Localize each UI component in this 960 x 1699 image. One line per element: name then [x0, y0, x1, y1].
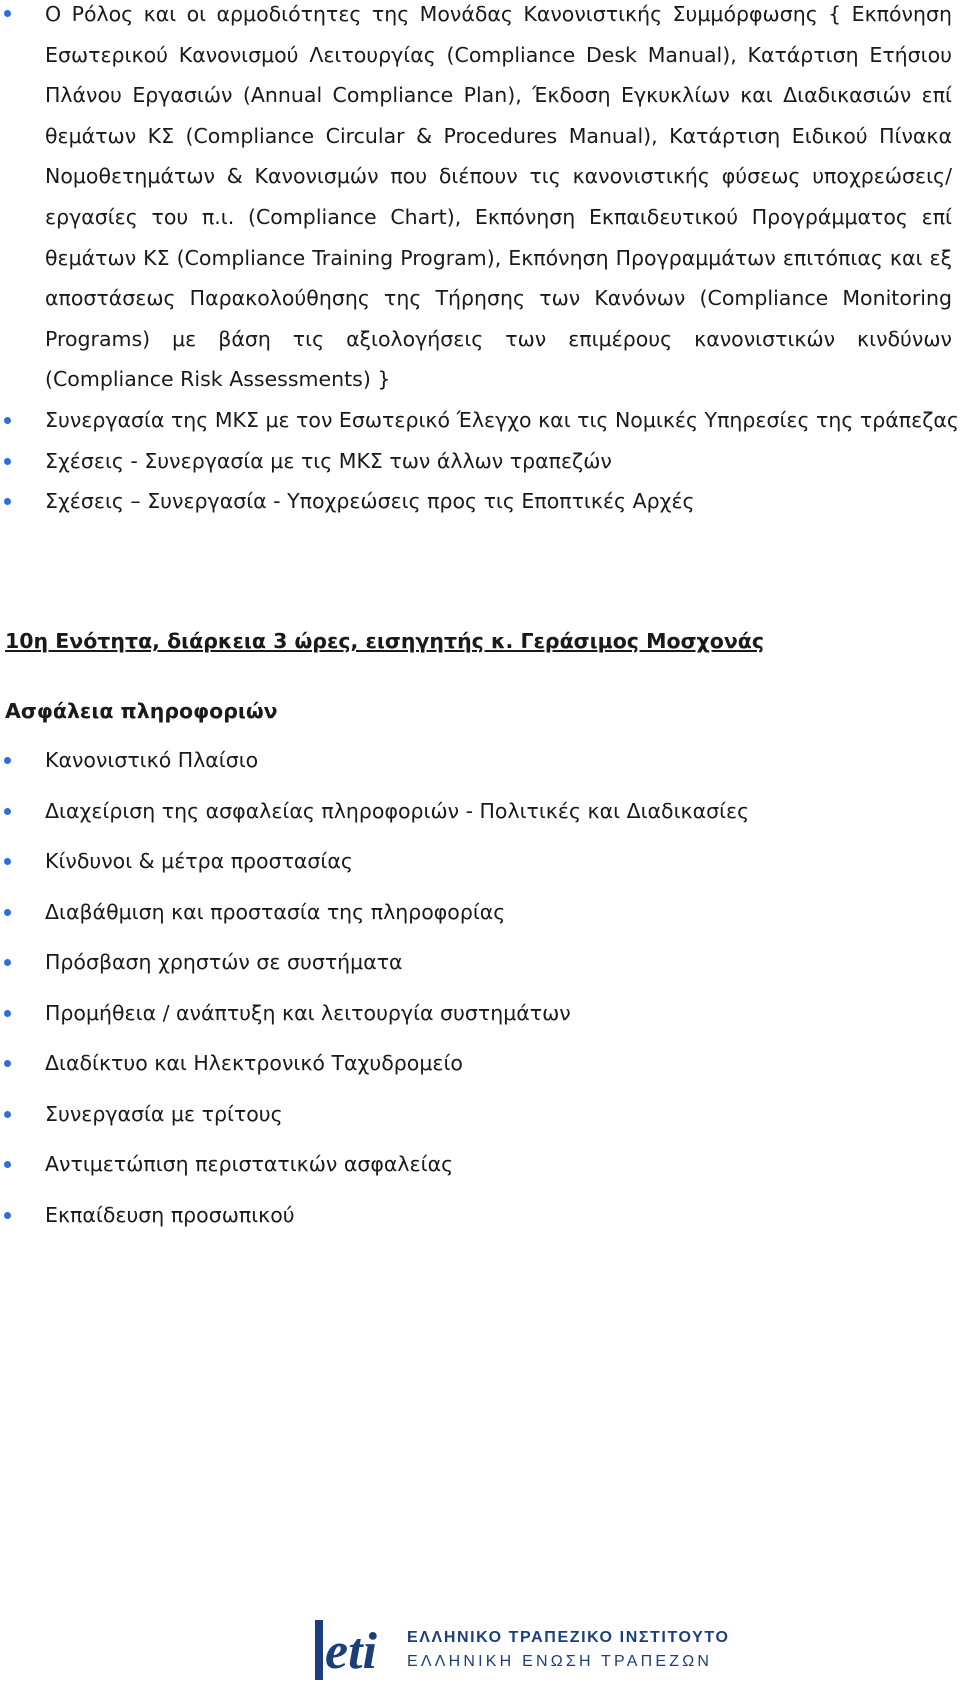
eti-logo-icon — [315, 1618, 399, 1682]
list-item — [0, 1099, 960, 1150]
bullet-icon — [4, 1161, 11, 1168]
bullet-icon — [4, 1111, 11, 1118]
list-item — [0, 998, 960, 1049]
list-item — [0, 947, 960, 998]
list-item — [0, 1149, 960, 1200]
list-item-text: Ο Ρόλος και οι αρμοδιότητες της Μονάδας Κανονιστικής Συμμόρφωσης { Εκπόνηση Εσωτερικού Κανονισμού Λειτουργίας (Compliance Desk Manual), Κατάρτιση Ετήσιου Πλάνου Εργασιών (Annual Compliance Plan), Έκδοση Εγκυκλίων και Διαδικασιών επί θεμάτων ΚΣ (Compliance Circular & Procedures Manual), Κατάρτιση Ειδικού Πίνακα Νομοθετημάτων & Κανονισμών που διέπουν τις κανονιστικής φύσεως υποχρεώσεις/ εργασίες του π.ι. (Compliance Chart), Εκπόνηση Εκπαιδευτικού Προγράμματος επί θεμάτων ΚΣ (Compliance Training Program), Εκπόνηση Προγραμμάτων επιτόπιας και εξ αποστάσεως Παρακολούθησης της Τήρησης των Κανόνων (Compliance Monitoring Programs) με βάση τις αξιολογήσεις των επιμέρους κανονιστικών κινδύνων (Compliance Risk Assessments) } — [45, 2, 952, 392]
list-item-text: Διαδίκτυο και Ηλεκτρονικό Ταχυδρομείο — [45, 1051, 463, 1075]
section-subheading: Ασφάλεια πληροφοριών — [5, 699, 278, 723]
bullet-icon — [4, 959, 11, 966]
list-item — [0, 897, 960, 948]
bullet-icon — [4, 1060, 11, 1067]
list-item-text: Αντιμετώπιση περιστατικών ασφαλείας — [45, 1152, 454, 1176]
bullet-icon — [4, 458, 11, 465]
list-item-text: Πρόσβαση χρηστών σε συστήματα — [45, 950, 403, 974]
list-item — [0, 1048, 960, 1099]
bullet-icon — [4, 808, 11, 815]
list-item-text: Κανονιστικό Πλαίσιο — [45, 748, 259, 772]
list-item-text: Σχέσεις – Συνεργασία - Υποχρεώσεις προς τις Εποπτικές Αρχές — [45, 489, 695, 514]
list-item-text: Διαβάθμιση και προστασία της πληροφορίας — [45, 899, 506, 924]
list-item — [0, 1200, 960, 1251]
list-item — [0, 481, 960, 522]
list-item-text: Συνεργασία της ΜΚΣ με τον Εσωτερικό Έλεγχο και τις Νομικές Υπηρεσίες της τράπεζας — [45, 407, 959, 432]
list-item — [0, 400, 960, 441]
top-bullet-list — [0, 0, 960, 522]
bullet-icon — [4, 417, 11, 424]
list-item-text: Εκπαίδευση προσωπικού — [45, 1202, 295, 1227]
logo-title: ΕΛΛΗΝΙΚΟ ΤΡΑΠΕΖΙΚΟ ΙΝΣΤΙΤΟΥΤΟ — [407, 1629, 730, 1646]
bullet-icon — [4, 1212, 11, 1219]
logo-mark-text: eti — [325, 1623, 377, 1680]
list-item-text: Κίνδυνοι & μέτρα προστασίας — [45, 849, 353, 873]
list-item-text: Σχέσεις - Συνεργασία με τις ΜΚΣ των άλλων τραπεζών — [45, 448, 612, 473]
bullet-icon — [4, 909, 11, 916]
list-item — [0, 0, 960, 400]
bullet-icon — [4, 10, 11, 17]
bullet-icon — [4, 858, 11, 865]
topic-bullet-list — [0, 745, 960, 1250]
list-item-text: Διαχείριση της ασφαλείας πληροφοριών - Πολιτικές και Διαδικασίες — [45, 798, 750, 823]
list-item-text: Συνεργασία με τρίτους — [45, 1101, 283, 1126]
list-item — [0, 796, 960, 847]
logo-subtitle: ΕΛΛΗΝΙΚΗ ΕΝΩΣΗ ΤΡΑΠΕΖΩΝ — [407, 1653, 713, 1670]
list-item — [0, 441, 960, 482]
list-item-text: Προμήθεια / ανάπτυξη και λειτουργία συστημάτων — [45, 1000, 571, 1025]
logo-text — [407, 1629, 730, 1671]
list-item — [0, 846, 960, 897]
bullet-icon — [4, 498, 11, 505]
section-heading: 10η Ενότητα, διάρκεια 3 ώρες, εισηγητής κ. Γεράσιμος Μοσχονάς — [5, 629, 765, 653]
list-item — [0, 745, 960, 796]
institute-logo — [315, 1618, 730, 1682]
bullet-icon — [4, 757, 11, 764]
bullet-icon — [4, 1010, 11, 1017]
